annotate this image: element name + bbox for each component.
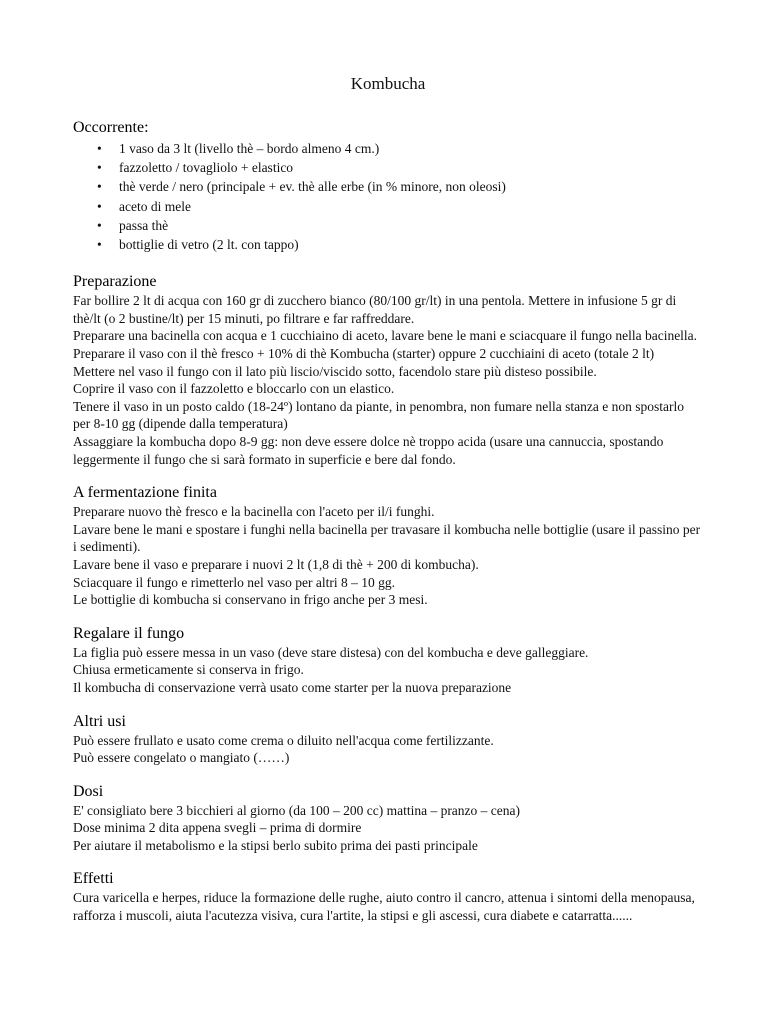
heading-preparazione: Preparazione — [73, 273, 157, 291]
section-dosi — [73, 782, 703, 855]
list-item: • thè verde / nero (principale + ev. thè alle erbe (in % minore, non oleosi) — [73, 177, 703, 196]
section-fermentazione — [73, 483, 703, 609]
section-effetti — [73, 869, 703, 924]
heading-occorrente: Occorrente: — [73, 119, 149, 136]
document-page — [73, 72, 703, 940]
bullet-icon: • — [97, 141, 102, 156]
heading-altri-usi: Altri usi — [73, 712, 126, 730]
list-item: • bottiglie di vetro (2 lt. con tappo) — [73, 235, 703, 254]
bullet-icon: • — [97, 160, 102, 176]
paragraph: Sciacquare il fungo e rimetterlo nel vaso per altri 8 – 10 gg. — [73, 574, 396, 590]
paragraph: Mettere nel vaso il fungo con il lato più liscio/viscido sotto, facendolo stare più disteso possibile. — [73, 363, 597, 379]
paragraph: Lavare bene il vaso e preparare i nuovi 2 lt (1,8 di thè + 200 di kombucha). — [73, 556, 479, 572]
paragraph: Il kombucha di conservazione verrà usato come starter per la nuova preparazione — [73, 679, 512, 695]
bullet-icon: • — [97, 217, 102, 233]
paragraph: Può essere frullato e usato come crema o diluito nell'acqua come fertilizzante. — [73, 732, 494, 748]
heading-effetti: Effetti — [73, 870, 114, 888]
paragraph: Preparare una bacinella con acqua e 1 cucchiaino di aceto, lavare bene le mani e sciacquare il fungo nella bacinella. — [73, 328, 698, 344]
section-altri-usi — [73, 712, 703, 767]
section-preparazione — [73, 272, 703, 468]
bullet-icon: • — [97, 237, 102, 253]
ingredients-list — [73, 139, 703, 254]
paragraph: Per aiutare il metabolismo e la stipsi berlo subito prima dei pasti principale — [73, 837, 478, 853]
list-item: • aceto di mele — [73, 197, 703, 216]
paragraph: Preparare nuovo thè fresco e la bacinella con l'aceto per il/i funghi. — [73, 504, 435, 520]
list-item: • 1 vaso da 3 lt (livello thè – bordo almeno 4 cm.) — [73, 139, 703, 158]
paragraph: Cura varicella e herpes, riduce la formazione delle rughe, aiuto contro il cancro, attenua i sintomi della menopausa, rafforza i muscoli, aiuta l'acutezza visiva, cura l'artite, la stipsi e gli ascessi, cura diabete e catarratta...... — [73, 890, 695, 924]
list-item: • fazzoletto / tovagliolo + elastico — [73, 158, 703, 177]
heading-fermentazione: A fermentazione finita — [73, 484, 217, 502]
section-regalare — [73, 624, 703, 697]
paragraph: Tenere il vaso in un posto caldo (18-24º) lontano da piante, in penombra, non fumare nella stanza e non spostarlo per 8-10 gg (dipende dalla temperatura) — [73, 398, 684, 432]
paragraph: Le bottiglie di kombucha si conservano in frigo anche per 3 mesi. — [73, 592, 428, 608]
paragraph: Coprire il vaso con il fazzoletto e bloccarlo con un elastico. — [73, 381, 395, 397]
bullet-icon: • — [97, 179, 102, 195]
paragraph: Assaggiare la kombucha dopo 8-9 gg: non deve essere dolce nè troppo acida (usare una cannuccia, spostando leggermente il fungo che si sarà formato in superficie e bere dal fondo. — [73, 433, 664, 467]
heading-regalare: Regalare il fungo — [73, 624, 185, 642]
paragraph: Lavare bene le mani e spostare i funghi nella bacinella per travasare il kombucha nelle bottiglie (usare il passino per i sedimenti). — [73, 521, 701, 555]
section-occorrente — [73, 118, 703, 254]
paragraph: Preparare il vaso con il thè fresco + 10% di thè Kombucha (starter) oppure 2 cucchiaini di aceto (totale 2 lt) — [73, 346, 655, 361]
paragraph: Far bollire 2 lt di acqua con 160 gr di zucchero bianco (80/100 gr/lt) in una pentola. Mettere in infusione 5 gr di thè/lt (o 2 bustine/lt) per 15 minuti, po filtrare e far raffreddare. — [73, 293, 677, 326]
paragraph: Chiusa ermeticamente si conserva in frigo. — [73, 662, 304, 678]
paragraph: E' consigliato bere 3 bicchieri al giorno (da 100 – 200 cc) mattina – pranzo – cena) — [73, 802, 521, 818]
paragraph: Può essere congelato o mangiato (……) — [73, 750, 290, 766]
document-title: Kombucha — [350, 74, 426, 93]
bullet-icon: • — [97, 198, 102, 214]
paragraph: Dose minima 2 dita appena svegli – prima di dormire — [73, 820, 362, 836]
paragraph: La figlia può essere messa in un vaso (deve stare distesa) con del kombucha e deve galleggiare. — [73, 644, 589, 660]
list-item: • passa thè — [73, 216, 703, 235]
heading-dosi: Dosi — [73, 782, 104, 800]
